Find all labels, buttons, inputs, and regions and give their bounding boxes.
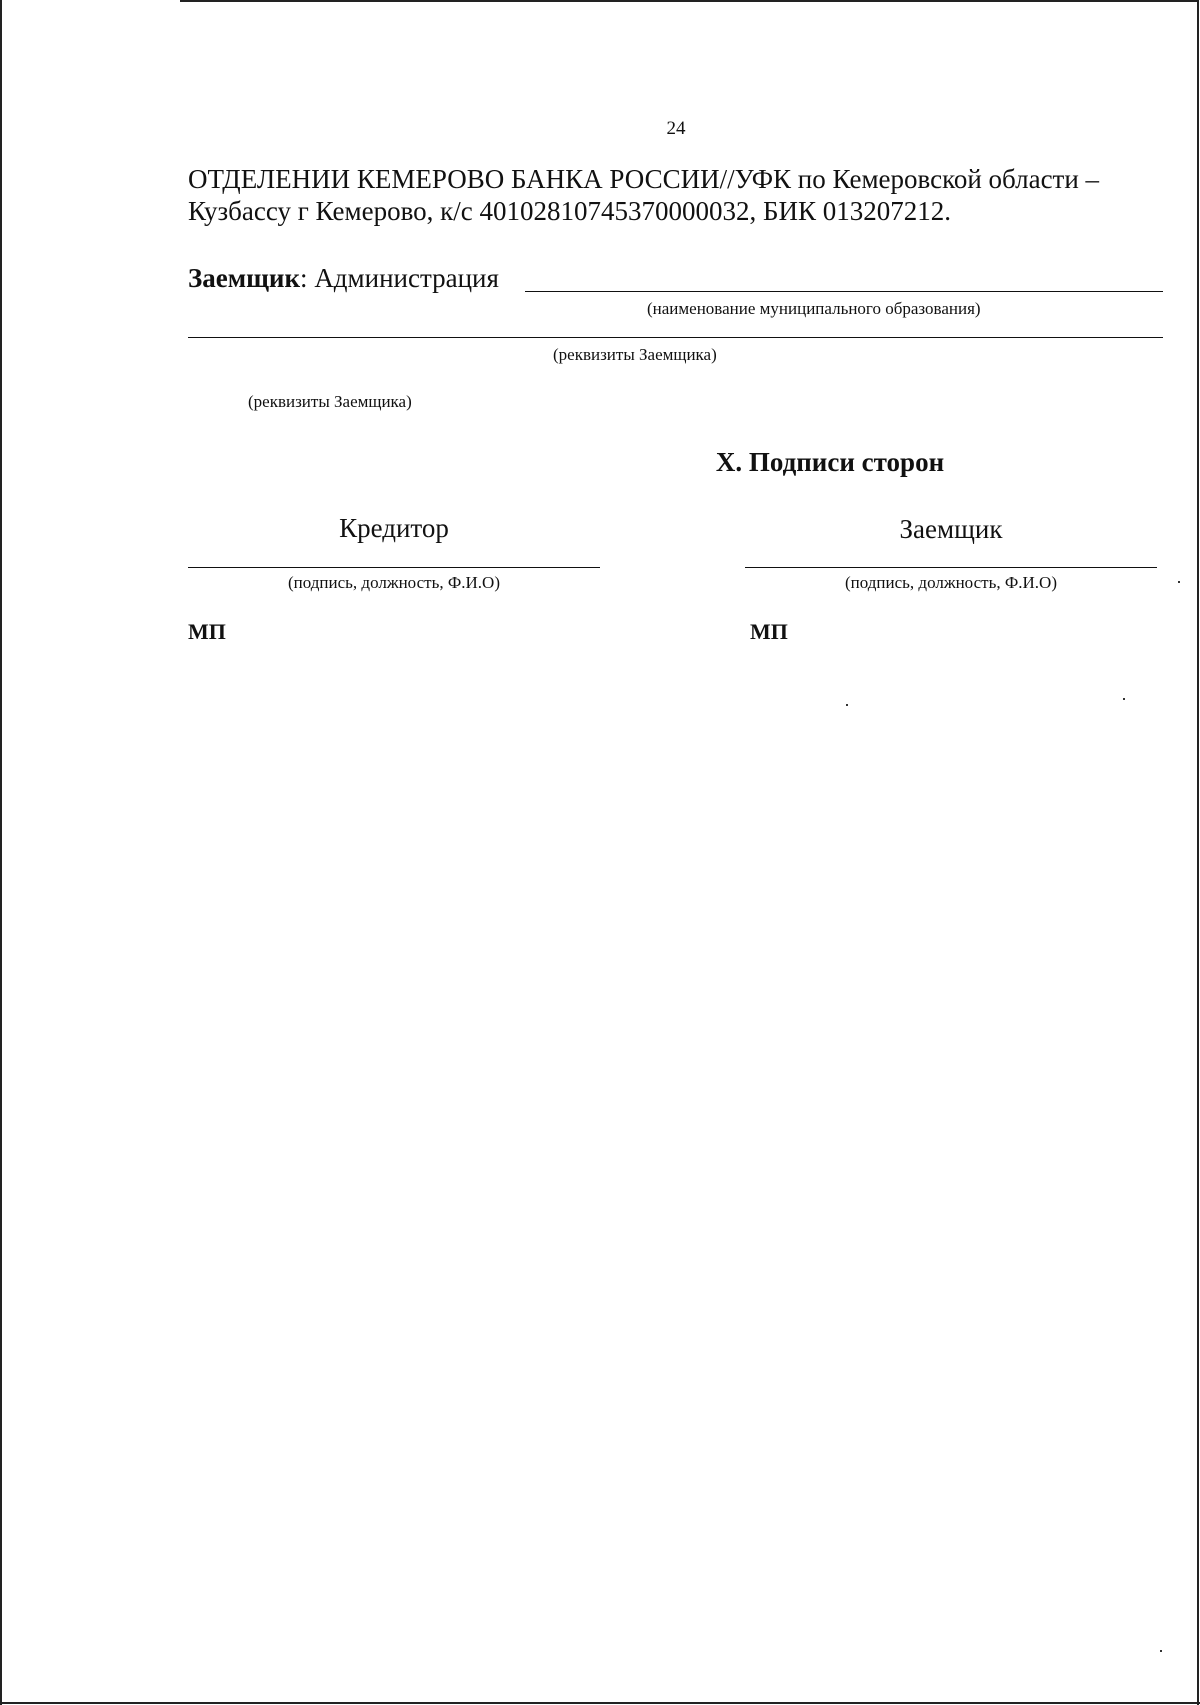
- bank-details-paragraph: ОТДЕЛЕНИИ КЕМЕРОВО БАНКА РОССИИ//УФК по Кемеровской области – Кузбассу г Кемерово, к/с 40102810745370000032, БИК 013207212.: [188, 164, 1100, 226]
- scan-border-right: [1197, 0, 1199, 1705]
- scan-speck: [1178, 581, 1180, 583]
- borrower-requisites-line: [188, 337, 1163, 338]
- creditor-signature-line: [188, 567, 600, 568]
- borrower-signature-title: Заемщик: [899, 514, 1003, 544]
- scan-border-left: [0, 0, 2, 1705]
- creditor-title: Кредитор: [339, 513, 449, 543]
- scan-speck: [1123, 698, 1125, 700]
- borrower-requisites-caption-2: (реквизиты Заемщика): [248, 392, 412, 411]
- page-number: 24: [666, 118, 686, 139]
- creditor-signature-caption: (подпись, должность, Ф.И.О): [288, 573, 500, 592]
- borrower-administration-text: Администрация: [314, 263, 499, 293]
- scan-border-bottom: [0, 1702, 1200, 1704]
- creditor-stamp-mark: МП: [188, 619, 226, 644]
- municipality-name-line: [525, 291, 1163, 292]
- signatures-section-title: X. Подписи сторон: [715, 447, 945, 477]
- borrower-line: [188, 263, 499, 294]
- borrower-label: Заемщик: [188, 263, 301, 293]
- scan-border-top: [180, 0, 1197, 2]
- borrower-signature-caption: (подпись, должность, Ф.И.О): [845, 573, 1057, 592]
- borrower-requisites-caption: (реквизиты Заемщика): [553, 345, 717, 364]
- borrower-label-separator: :: [300, 263, 308, 293]
- municipality-name-caption: (наименование муниципального образования): [647, 299, 981, 318]
- scan-speck: [846, 704, 848, 706]
- borrower-signature-line: [745, 567, 1157, 568]
- scan-speck: [1160, 1650, 1162, 1652]
- borrower-stamp-mark: МП: [750, 619, 788, 644]
